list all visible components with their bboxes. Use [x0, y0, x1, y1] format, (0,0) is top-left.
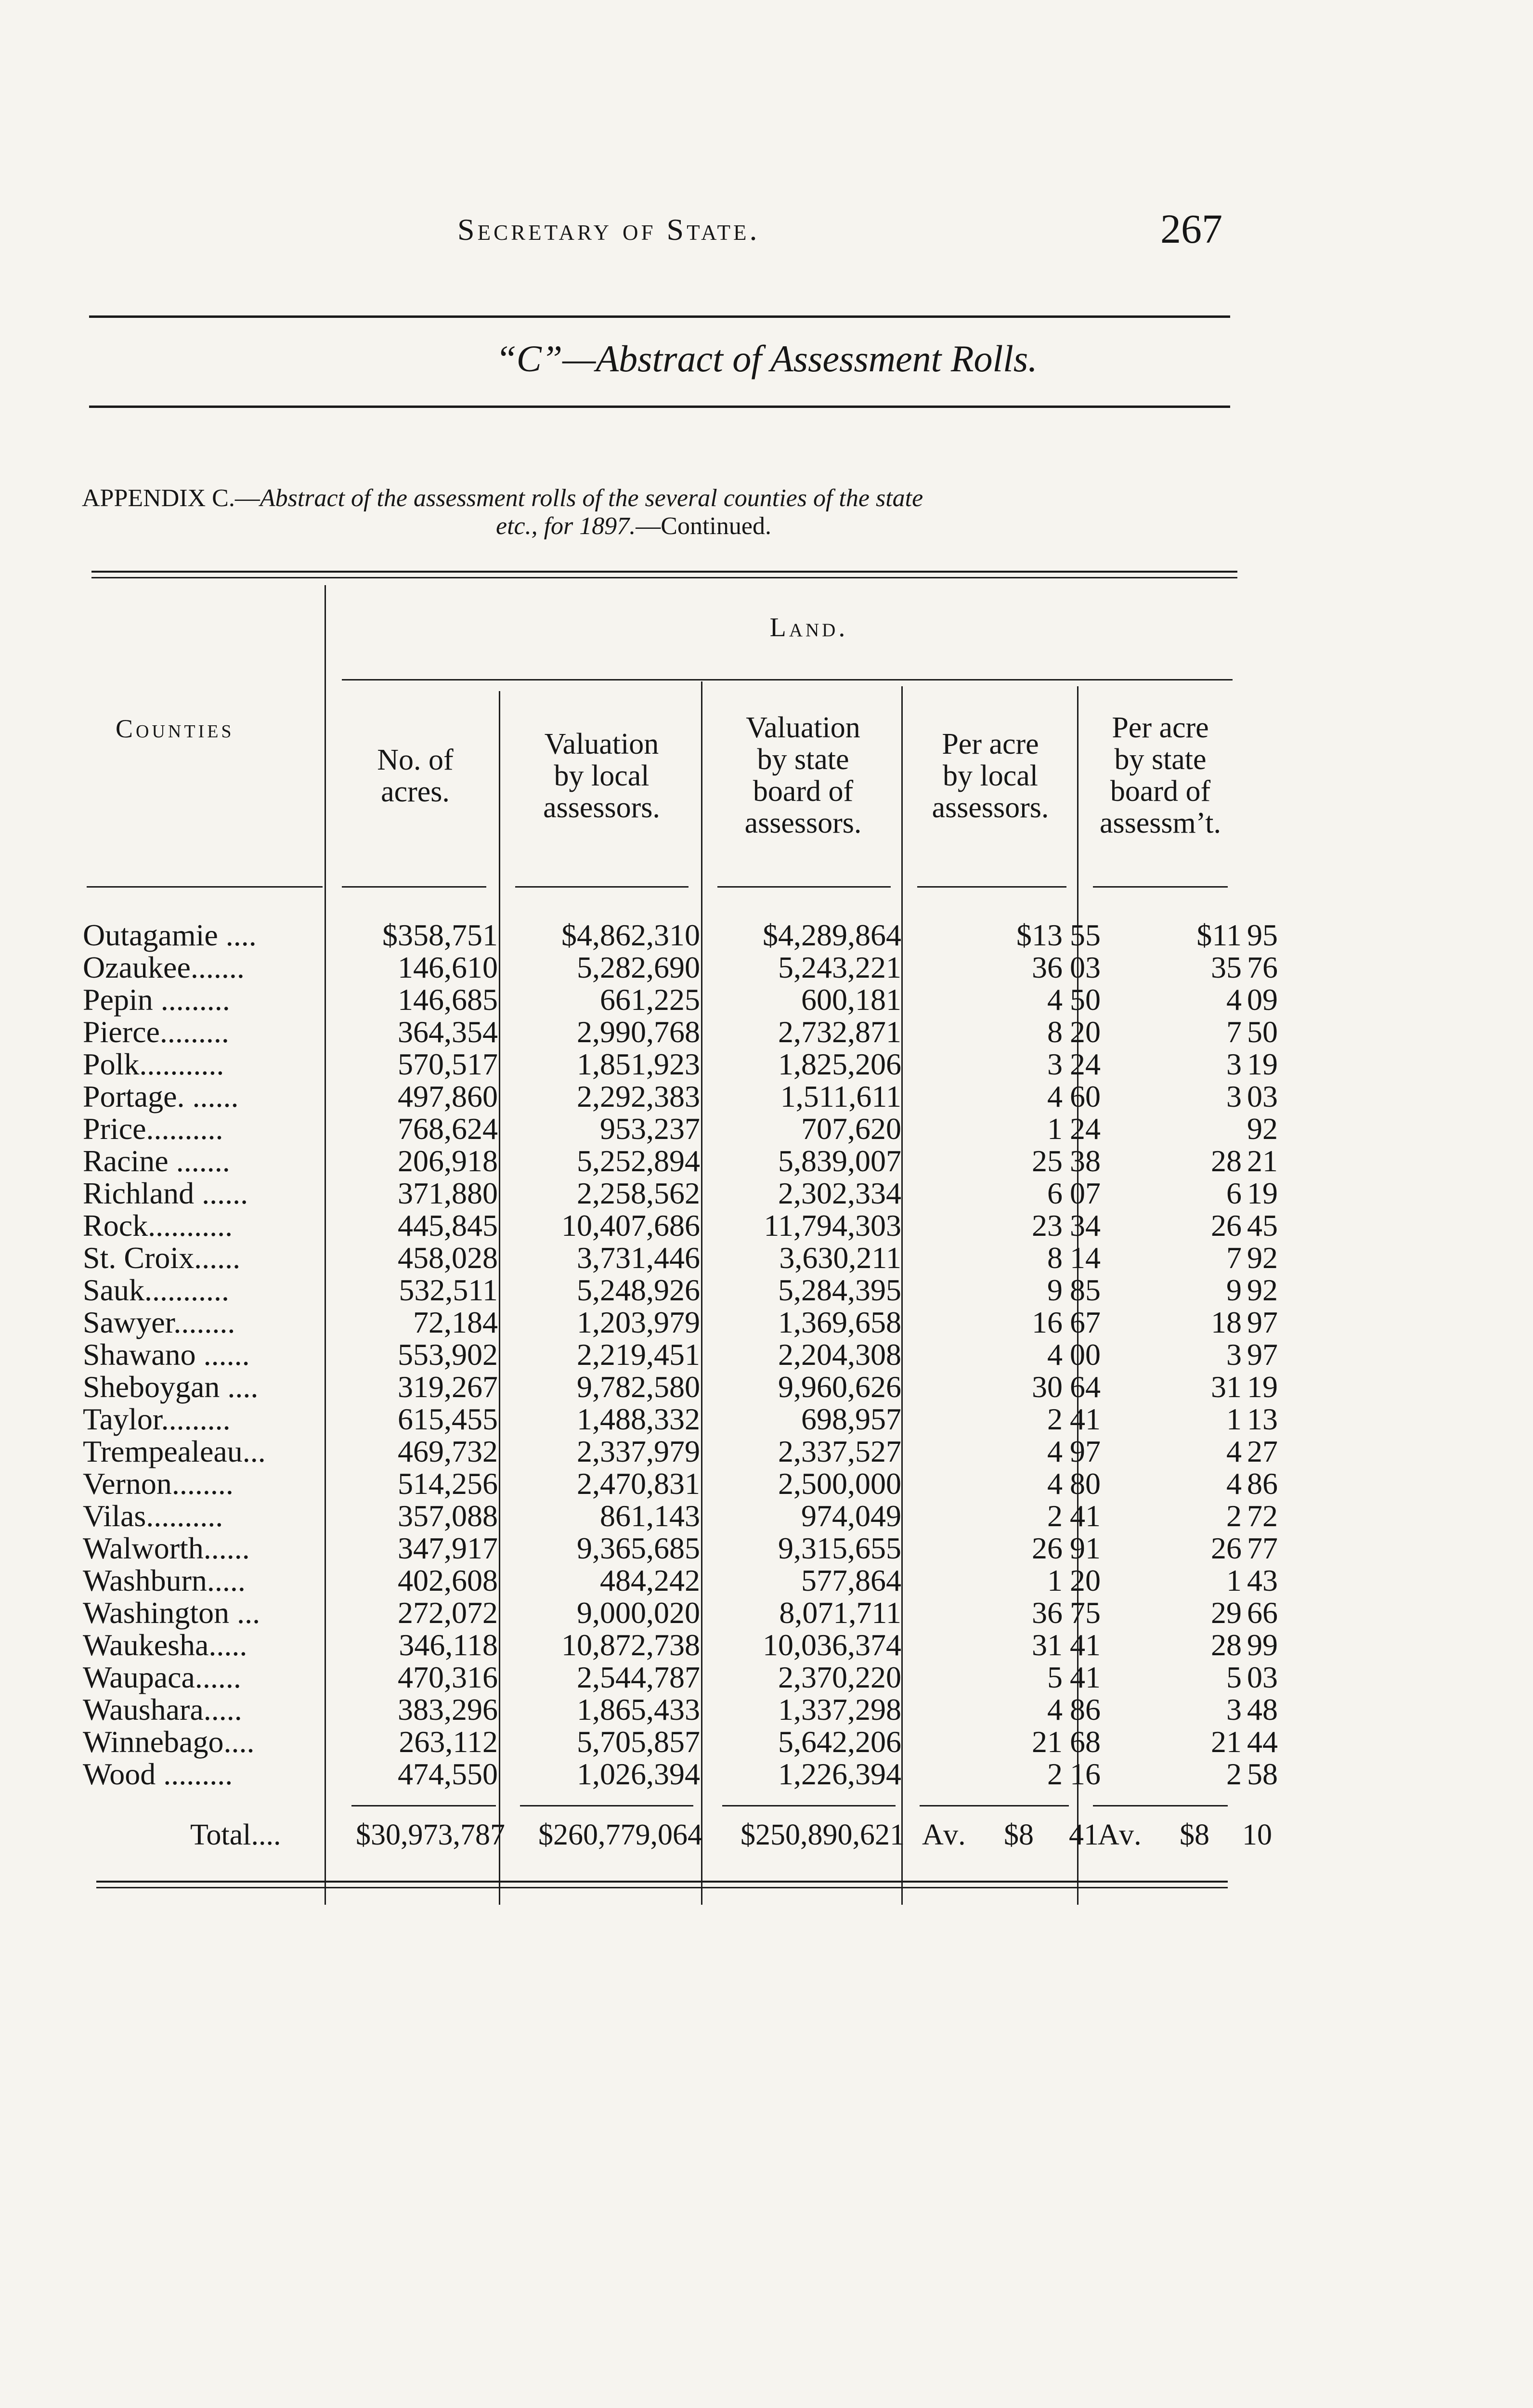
- no-of-acres: 470,316: [398, 1660, 498, 1694]
- total-per-acre-state-cents: 10: [1242, 1819, 1272, 1851]
- valuation-state: 1,825,206: [778, 1047, 901, 1081]
- table-row: [0, 1145, 1533, 1177]
- county-name: Ozaukee.......: [83, 950, 245, 984]
- valuation-local: 9,365,685: [577, 1531, 700, 1565]
- table-top-rule-2: [91, 577, 1237, 578]
- header-valuation-state: Valuation by state board of assessors.: [744, 711, 862, 839]
- no-of-acres: 615,455: [398, 1402, 498, 1436]
- no-of-acres: 347,917: [398, 1531, 498, 1565]
- no-of-acres: 371,880: [398, 1176, 498, 1210]
- per-acre-local-dollars: 8: [1047, 1015, 1063, 1049]
- total-per-acre-local-dollars: $8: [1004, 1819, 1034, 1851]
- appendix-caption-line2: [496, 512, 771, 540]
- valuation-state: 5,284,395: [778, 1273, 901, 1307]
- valuation-state: 2,337,527: [778, 1434, 901, 1468]
- valuation-state: 974,049: [801, 1499, 901, 1533]
- per-acre-state-cents: 19: [1247, 1370, 1278, 1404]
- per-acre-state-cents: 21: [1247, 1144, 1278, 1178]
- no-of-acres: 383,296: [398, 1692, 498, 1727]
- valuation-state: 600,181: [801, 982, 901, 1017]
- county-name: Vernon........: [83, 1466, 234, 1501]
- total-row: [0, 1818, 1533, 1852]
- per-acre-local-cents: 55: [1070, 918, 1101, 952]
- per-acre-local-dollars: 8: [1047, 1241, 1063, 1275]
- per-acre-local-cents: 75: [1070, 1596, 1101, 1630]
- header-underline-acres: [342, 886, 486, 888]
- per-acre-local-cents: 68: [1070, 1725, 1101, 1759]
- per-acre-local-dollars: 5: [1047, 1660, 1063, 1694]
- per-acre-local-dollars: 31: [1032, 1628, 1063, 1662]
- valuation-local: 1,203,979: [577, 1305, 700, 1339]
- total-valuation-state: $250,890,621: [741, 1819, 905, 1851]
- valuation-local: $4,862,310: [561, 918, 700, 952]
- table-bottom-rule: [96, 1881, 1228, 1883]
- no-of-acres: 458,028: [398, 1241, 498, 1275]
- valuation-local: 1,865,433: [577, 1692, 700, 1727]
- valuation-local: 1,026,394: [577, 1757, 700, 1791]
- no-of-acres: 146,685: [398, 982, 498, 1017]
- table-top-rule: [91, 571, 1237, 573]
- per-acre-state-cents: 27: [1247, 1434, 1278, 1468]
- valuation-local: 661,225: [600, 982, 700, 1017]
- per-acre-state-dollars: 26: [1211, 1531, 1242, 1565]
- per-acre-local-dollars: 1: [1047, 1112, 1063, 1146]
- no-of-acres: 206,918: [398, 1144, 498, 1178]
- per-acre-local-cents: 85: [1070, 1273, 1101, 1307]
- per-acre-state-dollars: $11: [1196, 918, 1242, 952]
- per-acre-state-cents: 97: [1247, 1337, 1278, 1372]
- per-acre-state-cents: 13: [1247, 1402, 1278, 1436]
- per-acre-state-cents: 48: [1247, 1692, 1278, 1727]
- county-name: Outagamie ....: [83, 918, 257, 952]
- valuation-local: 1,851,923: [577, 1047, 700, 1081]
- valuation-local: 9,782,580: [577, 1370, 700, 1404]
- valuation-state: 8,071,711: [779, 1596, 901, 1630]
- table-row: [0, 1274, 1533, 1306]
- county-name: Shawano ......: [83, 1337, 250, 1372]
- per-acre-state-cents: 66: [1247, 1596, 1278, 1630]
- per-acre-local-cents: 41: [1070, 1499, 1101, 1533]
- no-of-acres: 532,511: [399, 1273, 498, 1307]
- per-acre-local-cents: 86: [1070, 1692, 1101, 1727]
- per-acre-local-dollars: 4: [1047, 1079, 1063, 1113]
- valuation-local: 2,470,831: [577, 1466, 700, 1501]
- per-acre-state-dollars: 7: [1226, 1015, 1242, 1049]
- county-name: Washburn.....: [83, 1563, 246, 1597]
- valuation-local: 10,407,686: [561, 1208, 700, 1243]
- header-valuation-local: Valuation by local assessors.: [543, 728, 660, 824]
- per-acre-state-dollars: 2: [1226, 1757, 1242, 1791]
- valuation-local: 10,872,738: [561, 1628, 700, 1662]
- per-acre-local-cents: 41: [1070, 1660, 1101, 1694]
- header-per-acre-state: Per acre by state board of assessm’t.: [1099, 711, 1221, 839]
- per-acre-state-dollars: 6: [1226, 1176, 1242, 1210]
- total-per-acre-local-cents: 41: [1069, 1819, 1099, 1851]
- per-acre-local-cents: 20: [1070, 1563, 1101, 1597]
- valuation-state: 9,315,655: [778, 1531, 901, 1565]
- per-acre-local-cents: 14: [1070, 1241, 1101, 1275]
- table-row: [0, 1306, 1533, 1338]
- per-acre-state-dollars: 28: [1211, 1628, 1242, 1662]
- per-acre-state-dollars: 4: [1226, 982, 1242, 1017]
- county-name: Price..........: [83, 1112, 223, 1146]
- table-row: [0, 1597, 1533, 1629]
- county-name: Sheboygan ....: [83, 1370, 259, 1404]
- no-of-acres: 402,608: [398, 1563, 498, 1597]
- per-acre-state-cents: 03: [1247, 1079, 1278, 1113]
- no-of-acres: 570,517: [398, 1047, 498, 1081]
- table-bottom-rule-2: [96, 1887, 1228, 1888]
- per-acre-local-dollars: 30: [1032, 1370, 1063, 1404]
- valuation-state: 2,370,220: [778, 1660, 901, 1694]
- caption-continued: —Continued.: [636, 512, 771, 540]
- valuation-state: 2,302,334: [778, 1176, 901, 1210]
- table-row: [0, 1500, 1533, 1532]
- per-acre-state-dollars: 29: [1211, 1596, 1242, 1630]
- table-row: [0, 1371, 1533, 1403]
- per-acre-state-dollars: 3: [1226, 1692, 1242, 1727]
- table-row: [0, 1403, 1533, 1435]
- total-per-acre-state-prefix: Av.: [1098, 1819, 1143, 1851]
- per-acre-local-dollars: 2: [1047, 1499, 1063, 1533]
- per-acre-local-dollars: 4: [1047, 1692, 1063, 1727]
- per-acre-state-cents: 09: [1247, 982, 1278, 1017]
- no-of-acres: 272,072: [398, 1596, 498, 1630]
- valuation-local: 2,292,383: [577, 1079, 700, 1113]
- page-number: 267: [1160, 206, 1222, 252]
- total-rule-state: [722, 1805, 896, 1806]
- per-acre-local-cents: 41: [1070, 1402, 1101, 1436]
- table-row: [0, 1467, 1533, 1500]
- per-acre-state-dollars: 3: [1226, 1079, 1242, 1113]
- per-acre-state-dollars: 7: [1226, 1241, 1242, 1275]
- no-of-acres: $358,751: [382, 918, 498, 952]
- per-acre-local-cents: 24: [1070, 1112, 1101, 1146]
- per-acre-local-dollars: 1: [1047, 1563, 1063, 1597]
- total-per-acre-local-prefix: Av.: [922, 1819, 968, 1851]
- per-acre-local-cents: 64: [1070, 1370, 1101, 1404]
- per-acre-state-cents: 76: [1247, 950, 1278, 984]
- table-row: [0, 1758, 1533, 1790]
- per-acre-state-cents: 03: [1247, 1660, 1278, 1694]
- valuation-state: 577,864: [801, 1563, 901, 1597]
- appendix-label: APPENDIX C.—: [82, 484, 260, 512]
- total-label: Total....: [190, 1819, 281, 1851]
- per-acre-local-cents: 80: [1070, 1466, 1101, 1501]
- per-acre-state-dollars: 28: [1211, 1144, 1242, 1178]
- no-of-acres: 497,860: [398, 1079, 498, 1113]
- county-name: Pierce.........: [83, 1015, 229, 1049]
- table-row: [0, 1564, 1533, 1597]
- per-acre-local-cents: 03: [1070, 950, 1101, 984]
- valuation-local: 5,705,857: [577, 1725, 700, 1759]
- per-acre-state-cents: 86: [1247, 1466, 1278, 1501]
- county-name: Walworth......: [83, 1531, 250, 1565]
- per-acre-local-cents: 24: [1070, 1047, 1101, 1081]
- section-rule: [89, 406, 1230, 408]
- per-acre-local-cents: 91: [1070, 1531, 1101, 1565]
- per-acre-local-dollars: 2: [1047, 1757, 1063, 1791]
- table-row: [0, 1080, 1533, 1112]
- per-acre-local-cents: 00: [1070, 1337, 1101, 1372]
- per-acre-state-dollars: 4: [1226, 1434, 1242, 1468]
- table-row: [0, 1338, 1533, 1371]
- county-name: Waupaca......: [83, 1660, 241, 1694]
- no-of-acres: 445,845: [398, 1208, 498, 1243]
- valuation-local: 5,248,926: [577, 1273, 700, 1307]
- per-acre-state-cents: 92: [1247, 1273, 1278, 1307]
- header-rule: [89, 315, 1230, 318]
- per-acre-local-dollars: 4: [1047, 982, 1063, 1017]
- table-row: [0, 1112, 1533, 1145]
- per-acre-local-dollars: 36: [1032, 1596, 1063, 1630]
- per-acre-local-dollars: 26: [1032, 1531, 1063, 1565]
- table-row: [0, 1661, 1533, 1693]
- county-name: Waukesha.....: [83, 1628, 247, 1662]
- no-of-acres: 553,902: [398, 1337, 498, 1372]
- no-of-acres: 364,354: [398, 1015, 498, 1049]
- per-acre-local-dollars: 36: [1032, 950, 1063, 984]
- per-acre-local-dollars: 6: [1047, 1176, 1063, 1210]
- valuation-local: 2,258,562: [577, 1176, 700, 1210]
- valuation-local: 3,731,446: [577, 1241, 700, 1275]
- table-row: [0, 1629, 1533, 1661]
- valuation-local: 953,237: [600, 1112, 700, 1146]
- no-of-acres: 146,610: [398, 950, 498, 984]
- land-header: Land.: [769, 613, 848, 642]
- valuation-state: 707,620: [801, 1112, 901, 1146]
- county-name: Vilas..........: [83, 1499, 223, 1533]
- per-acre-state-cents: 99: [1247, 1628, 1278, 1662]
- county-name: Rock...........: [83, 1208, 233, 1243]
- table-row: [0, 1693, 1533, 1726]
- county-name: Winnebago....: [83, 1725, 255, 1759]
- section-title: “C”—Abstract of Assessment Rolls.: [495, 338, 1038, 380]
- per-acre-state-dollars: 21: [1211, 1725, 1242, 1759]
- valuation-state: 2,204,308: [778, 1337, 901, 1372]
- total-per-acre-state-dollars: $8: [1180, 1819, 1209, 1851]
- per-acre-state-cents: 44: [1247, 1725, 1278, 1759]
- per-acre-state-cents: 92: [1247, 1112, 1278, 1146]
- county-name: Sawyer........: [83, 1305, 235, 1339]
- per-acre-local-cents: 20: [1070, 1015, 1101, 1049]
- table-row: [0, 1209, 1533, 1242]
- total-rule-local: [520, 1805, 693, 1806]
- per-acre-state-dollars: 9: [1226, 1273, 1242, 1307]
- table-body: [0, 919, 1533, 1790]
- valuation-state: 10,036,374: [763, 1628, 901, 1662]
- total-acres: $30,973,787: [356, 1819, 505, 1851]
- appendix-caption-line1: [82, 484, 923, 512]
- valuation-local: 861,143: [600, 1499, 700, 1533]
- land-rule: [342, 679, 1233, 681]
- no-of-acres: 263,112: [399, 1725, 498, 1759]
- total-rule-acres: [351, 1805, 496, 1806]
- valuation-local: 5,282,690: [577, 950, 700, 984]
- table-row: [0, 1016, 1533, 1048]
- no-of-acres: 346,118: [399, 1628, 498, 1662]
- header-underline-pl: [917, 886, 1066, 888]
- per-acre-state-cents: 43: [1247, 1563, 1278, 1597]
- per-acre-local-cents: 97: [1070, 1434, 1101, 1468]
- table-row: [0, 1726, 1533, 1758]
- county-name: Washington ...: [83, 1596, 260, 1630]
- table-row: [0, 951, 1533, 983]
- per-acre-state-dollars: 1: [1226, 1563, 1242, 1597]
- per-acre-state-dollars: 5: [1226, 1660, 1242, 1694]
- per-acre-state-cents: 92: [1247, 1241, 1278, 1275]
- table-row: [0, 1435, 1533, 1467]
- per-acre-local-dollars: 21: [1032, 1725, 1063, 1759]
- total-rule-pl: [920, 1805, 1069, 1806]
- table-row: [0, 1048, 1533, 1080]
- county-name: Sauk...........: [83, 1273, 229, 1307]
- per-acre-local-dollars: 4: [1047, 1434, 1063, 1468]
- valuation-local: 2,544,787: [577, 1660, 700, 1694]
- table-row: [0, 1177, 1533, 1209]
- per-acre-local-dollars: 2: [1047, 1402, 1063, 1436]
- no-of-acres: 357,088: [398, 1499, 498, 1533]
- per-acre-local-cents: 07: [1070, 1176, 1101, 1210]
- per-acre-state-dollars: 3: [1226, 1047, 1242, 1081]
- per-acre-state-cents: 58: [1247, 1757, 1278, 1791]
- valuation-state: 5,642,206: [778, 1725, 901, 1759]
- county-name: Racine .......: [83, 1144, 230, 1178]
- table-row: [0, 1532, 1533, 1564]
- per-acre-local-dollars: 3: [1047, 1047, 1063, 1081]
- valuation-state: 1,226,394: [778, 1757, 901, 1791]
- per-acre-state-cents: 77: [1247, 1531, 1278, 1565]
- valuation-state: 1,369,658: [778, 1305, 901, 1339]
- county-name: Polk...........: [83, 1047, 224, 1081]
- per-acre-local-dollars: $13: [1016, 918, 1063, 952]
- valuation-state: $4,289,864: [763, 918, 901, 952]
- per-acre-state-dollars: 2: [1226, 1499, 1242, 1533]
- valuation-state: 5,243,221: [778, 950, 901, 984]
- per-acre-local-cents: 34: [1070, 1208, 1101, 1243]
- per-acre-state-cents: 19: [1247, 1047, 1278, 1081]
- county-name: Wood .........: [83, 1757, 233, 1791]
- county-name: St. Croix......: [83, 1241, 241, 1275]
- table-row: [0, 919, 1533, 951]
- valuation-state: 2,500,000: [778, 1466, 901, 1501]
- per-acre-local-cents: 60: [1070, 1079, 1101, 1113]
- per-acre-state-dollars: 1: [1226, 1402, 1242, 1436]
- per-acre-state-cents: 95: [1247, 918, 1278, 952]
- total-valuation-local: $260,779,064: [538, 1819, 702, 1851]
- valuation-state: 3,630,211: [779, 1241, 901, 1275]
- valuation-state: 5,839,007: [778, 1144, 901, 1178]
- no-of-acres: 319,267: [398, 1370, 498, 1404]
- valuation-local: 2,219,451: [577, 1337, 700, 1372]
- per-acre-state-cents: 72: [1247, 1499, 1278, 1533]
- caption-text: Abstract of the assessment rolls of the several counties of the state: [260, 484, 923, 512]
- header-underline-local: [515, 886, 689, 888]
- county-name: Trempealeau...: [83, 1434, 266, 1468]
- caption-year: etc., for 1897.: [496, 512, 636, 540]
- per-acre-local-dollars: 23: [1032, 1208, 1063, 1243]
- header-no-of-acres: No. of acres.: [377, 744, 454, 808]
- per-acre-local-cents: 67: [1070, 1305, 1101, 1339]
- valuation-local: 1,488,332: [577, 1402, 700, 1436]
- per-acre-local-dollars: 16: [1032, 1305, 1063, 1339]
- per-acre-local-cents: 41: [1070, 1628, 1101, 1662]
- county-name: Portage. ......: [83, 1079, 239, 1113]
- no-of-acres: 469,732: [398, 1434, 498, 1468]
- header-per-acre-local: Per acre by local assessors.: [932, 728, 1049, 824]
- per-acre-state-cents: 97: [1247, 1305, 1278, 1339]
- per-acre-state-dollars: 31: [1211, 1370, 1242, 1404]
- per-acre-state-cents: 50: [1247, 1015, 1278, 1049]
- valuation-state: 11,794,303: [764, 1208, 901, 1243]
- per-acre-local-cents: 38: [1070, 1144, 1101, 1178]
- valuation-state: 9,960,626: [778, 1370, 901, 1404]
- valuation-local: 9,000,020: [577, 1596, 700, 1630]
- no-of-acres: 474,550: [398, 1757, 498, 1791]
- no-of-acres: 768,624: [398, 1112, 498, 1146]
- valuation-local: 2,990,768: [577, 1015, 700, 1049]
- counties-header: Counties: [116, 714, 234, 743]
- valuation-local: 5,252,894: [577, 1144, 700, 1178]
- no-of-acres: 72,184: [413, 1305, 498, 1339]
- header-underline-counties: [87, 886, 323, 888]
- total-rule-ps: [1093, 1805, 1228, 1806]
- per-acre-state-dollars: 3: [1226, 1337, 1242, 1372]
- per-acre-local-dollars: 25: [1032, 1144, 1063, 1178]
- per-acre-state-dollars: 35: [1211, 950, 1242, 984]
- header-underline-ps: [1093, 886, 1228, 888]
- per-acre-state-dollars: 18: [1211, 1305, 1242, 1339]
- per-acre-local-dollars: 9: [1047, 1273, 1063, 1307]
- per-acre-local-cents: 50: [1070, 982, 1101, 1017]
- valuation-local: 484,242: [600, 1563, 700, 1597]
- county-name: Richland ......: [83, 1176, 248, 1210]
- valuation-local: 2,337,979: [577, 1434, 700, 1468]
- per-acre-local-dollars: 4: [1047, 1466, 1063, 1501]
- county-name: Taylor.........: [83, 1402, 231, 1436]
- no-of-acres: 514,256: [398, 1466, 498, 1501]
- per-acre-state-dollars: 26: [1211, 1208, 1242, 1243]
- table-row: [0, 983, 1533, 1016]
- per-acre-local-dollars: 4: [1047, 1337, 1063, 1372]
- running-title: Secretary of State.: [457, 212, 760, 247]
- header-underline-state: [717, 886, 891, 888]
- per-acre-state-cents: 19: [1247, 1176, 1278, 1210]
- valuation-state: 2,732,871: [778, 1015, 901, 1049]
- valuation-state: 1,337,298: [778, 1692, 901, 1727]
- valuation-state: 698,957: [801, 1402, 901, 1436]
- per-acre-state-cents: 45: [1247, 1208, 1278, 1243]
- table-row: [0, 1242, 1533, 1274]
- valuation-state: 1,511,611: [780, 1079, 901, 1113]
- per-acre-state-dollars: 4: [1226, 1466, 1242, 1501]
- per-acre-local-cents: 16: [1070, 1757, 1101, 1791]
- county-name: Waushara.....: [83, 1692, 242, 1727]
- county-name: Pepin .........: [83, 982, 230, 1017]
